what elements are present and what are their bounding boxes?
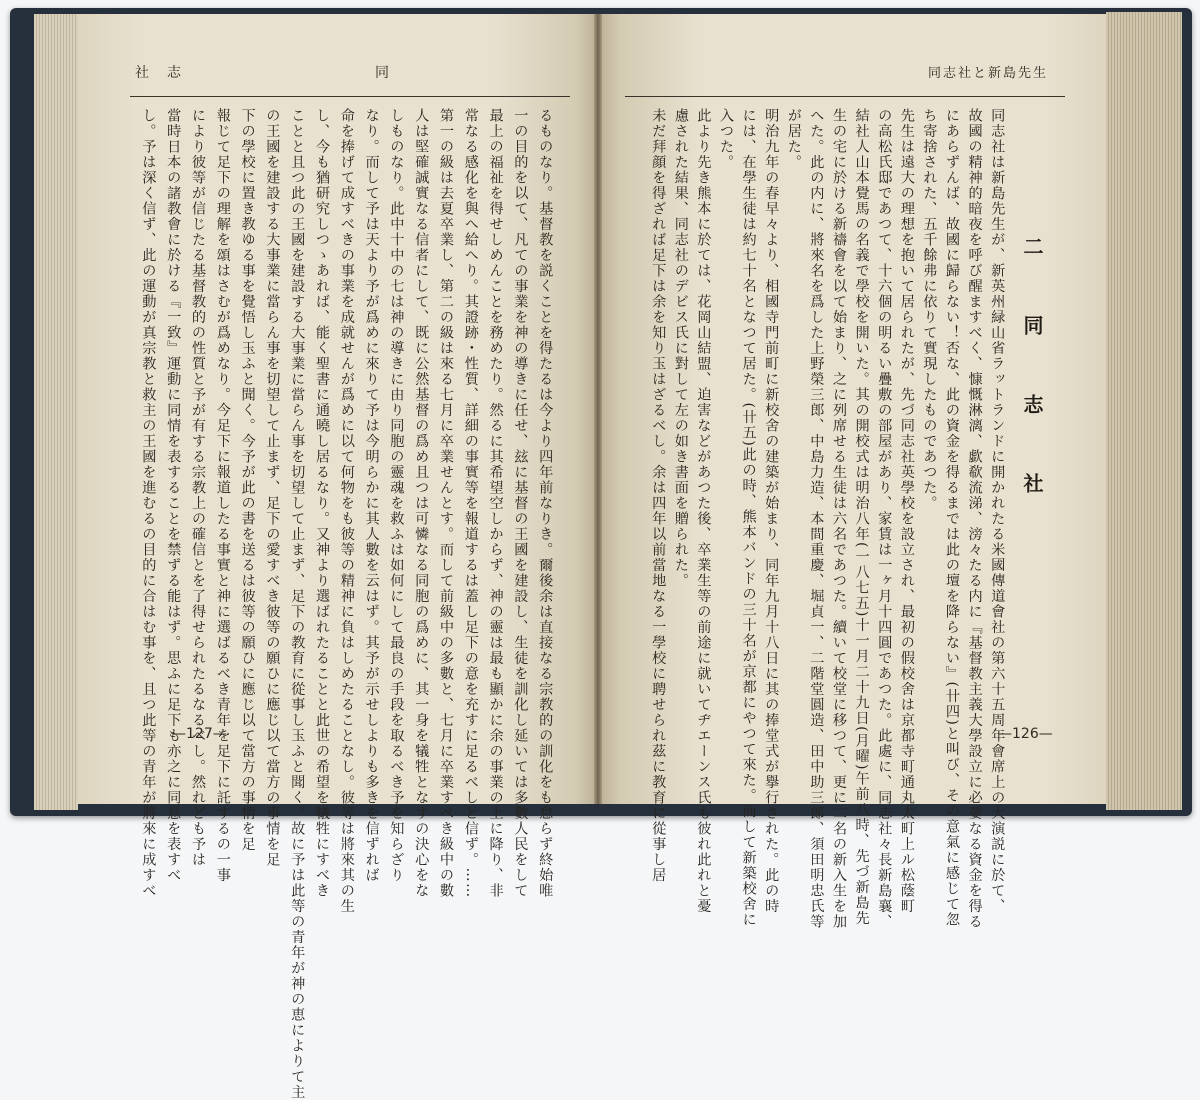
left-page-column: の王國を建設する大事業に當らん事を切望して止まず、足下の愛すべき彼等の願ひに應じ以て當方の事情を足 [264,108,281,868]
left-page-column: 人は堅確誠實なる信者にして、既に公然基督の爲め且つは可憐なる同胞の爲めに、其一身を犠牲となすの決心をな [413,108,430,899]
right-page-column: 故國の精神的暗夜を呼び醒ますべく、慷慨淋漓、歔欷流涕、滂々たる内に『基督教主義大學設立に必要なる資金を得る [966,108,983,930]
right-page-column: 明治九年の春早々より、相國寺門前町に新校舍の建築が始まり、同年九月十八日に其の捧堂式が擧行された。此の時 [763,108,780,914]
page-number-right: —126— [998,726,1053,742]
right-page-column: へた。此の内に、將來名を爲した上野榮三郎、中島力造、本間重慶、堀貞一、二階堂圓造、田中助三郎、須田明忠氏等 [808,108,825,930]
right-page-column: 慮された結果、同志社のデビス氏に對して左の如き書面を贈られた。 [672,108,689,589]
left-page-column: 最上の福祉を得せしめんことを務めたり。然るに其希望空しからず、神の靈は最も顯かに余の事業の上に降り、非 [487,108,504,899]
left-page-column: 報じて足下の理解を頌はさむが爲めなり。今足下に報道したる事實と神に選ばるべき青年を足下に託するの一事 [214,108,231,883]
left-page-column: し、今も猶研究しつゝあれば、能く聖書に通曉し居るなり。又神より選ばれたることと此世の希望を犠牲にすべき [314,108,330,899]
page-edges-right [1106,12,1182,810]
page-number-left: —127— [172,726,227,742]
running-head-left-char-1: 社 [135,65,167,81]
left-page-column: ことと且つ此の王國を建設する大事業に當らん事を切望して止まず、足下の教育に從事し玉ふと聞く。故に予は此等の青年が神の恵によりて主 [289,108,306,1100]
left-page-column: なり。而して予は天より予が爲めに來りて予は今明らかに其人數を云はず。其予が示せしよりも多きを信ずれば [363,108,380,883]
right-page-column: ち寄捨された、五千餘弗に依りて實現したものであつた。 [921,108,938,511]
right-page-column: 入つた。 [718,108,734,170]
right-page-column: 此より先き熊本に於ては、花岡山結盟、迫害などがあつた後、卒業生等の前途に就いてヂエーンス氏も彼れ此れと憂 [695,108,712,914]
left-page-column: るものなり。基督教を説くことを得たるは今より四年前なりき。爾後余は直接なる宗教的の訓化をも怠らず終始唯 [537,108,554,899]
right-page-column: 生の宅に於ける新禱會を以て始まり、之に列席せる生徒は六名であつた。續いて校堂に移つて、更に二名の新入生を加 [831,108,847,930]
running-head-right: 同志社と新島先生 [928,66,1049,81]
page-edges-left [34,14,78,810]
right-page-column: 未だ拜顔を得ざれば足下は余を知り玉はざるべし。余は四年以前當地なる一學校に聘せられ茲に教育に從事し居 [650,108,667,883]
book-gutter [594,14,602,804]
left-page-column: 一の目的を以て、凡ての事業を神の導きに任せ、玆に基督の王國を建設し、生徒を訓化し延いては多數人民をして [512,108,529,899]
right-page-column: 同志社は新島先生が、新英州緑山省ラットランドに開かれたる米國傳道會社の第六十五周年會席上の大演説に於て、 [989,108,1006,914]
running-head-left [135,62,435,82]
right-page-column: の高松氏邸であつて、十六個の明るい疊敷の部屋があり、家賃は一ヶ月十四圓であつた。此處に、同志社々長新島襄、 [876,108,893,930]
header-rule-right [625,96,1065,97]
section-title: 二 同 志 社 [1020,236,1044,519]
left-page-column: しものなり。此中十中の七は神の導きに由り同胞の靈魂を救ふは如何にして最良の手段を取るべき予を知らざり [388,108,405,883]
left-page-column: により彼等が信じたる基督教的の性質と予が有する宗教上の確信とを了得せられたるなるべし。然れども予は [190,108,206,868]
left-page-column: 當時日本の諸教會に於ける『一致』運動に同情を表することを禁ずる能はず。思ふに足下も亦之に同意を表すべ [165,108,182,883]
right-page-column: にあらずんば、故國に歸らない！否な、此の資金を得るまでは此の壇を降らない』(卄四)と叫び、その意氣に感じて忽 [944,108,960,928]
left-page-column: し。予は深く信ず、此の運動が真宗教と救主の王國を進むるの目的に合はむ事を、且つ此等の青年が將來に成すべ [140,108,157,899]
left-page-column: 常なる感化を與へ給へり。其證跡・性質、詳細の事實等を報道するは蓋し足下の意を充すに足るべしと信ず。…… [462,108,479,899]
right-page-column: 結社人山本覺馬の名義で學校を開いた。其の開校式は明治八年(一八七五)十一月二十九日(月曜)午前八時、先づ新島先 [853,108,870,926]
running-head-left-char-3: 同 [375,65,407,81]
header-rule-left [130,96,570,97]
right-page-column: 先生は遠大の理想を抱いて居られたが、先づ同志社英學校を設立され、最初の假校舍は京都寺町通丸太町上ル松蔭町 [898,108,915,914]
running-head-left-char-2: 志 [167,65,199,81]
left-page-column: 命を捧げて成すべきの事業を成就せんが爲めに以て何物をも彼等の精神に負はしめたることなし。彼等は將來其の生 [338,108,355,914]
left-page-column: 下の學校に置き教ゆる事を覺悟し玉ふと聞く。今予が此の書を送るは彼等の願ひに應じ以て當方の事情を足 [239,108,256,852]
right-page-column: には、在學生徒は約七十名となつて居た。(卄五)此の時、熊本バンドの三十名が京都にやつて來た。而して新築校舍に [740,108,757,928]
left-page-column: 第一の級は去夏卒業し、第二の級は來る七月に卒業せんとす。而して前級中の多數と、七月に卒業すべき級中の數 [438,108,454,899]
right-page-column: が居た。 [785,108,802,170]
